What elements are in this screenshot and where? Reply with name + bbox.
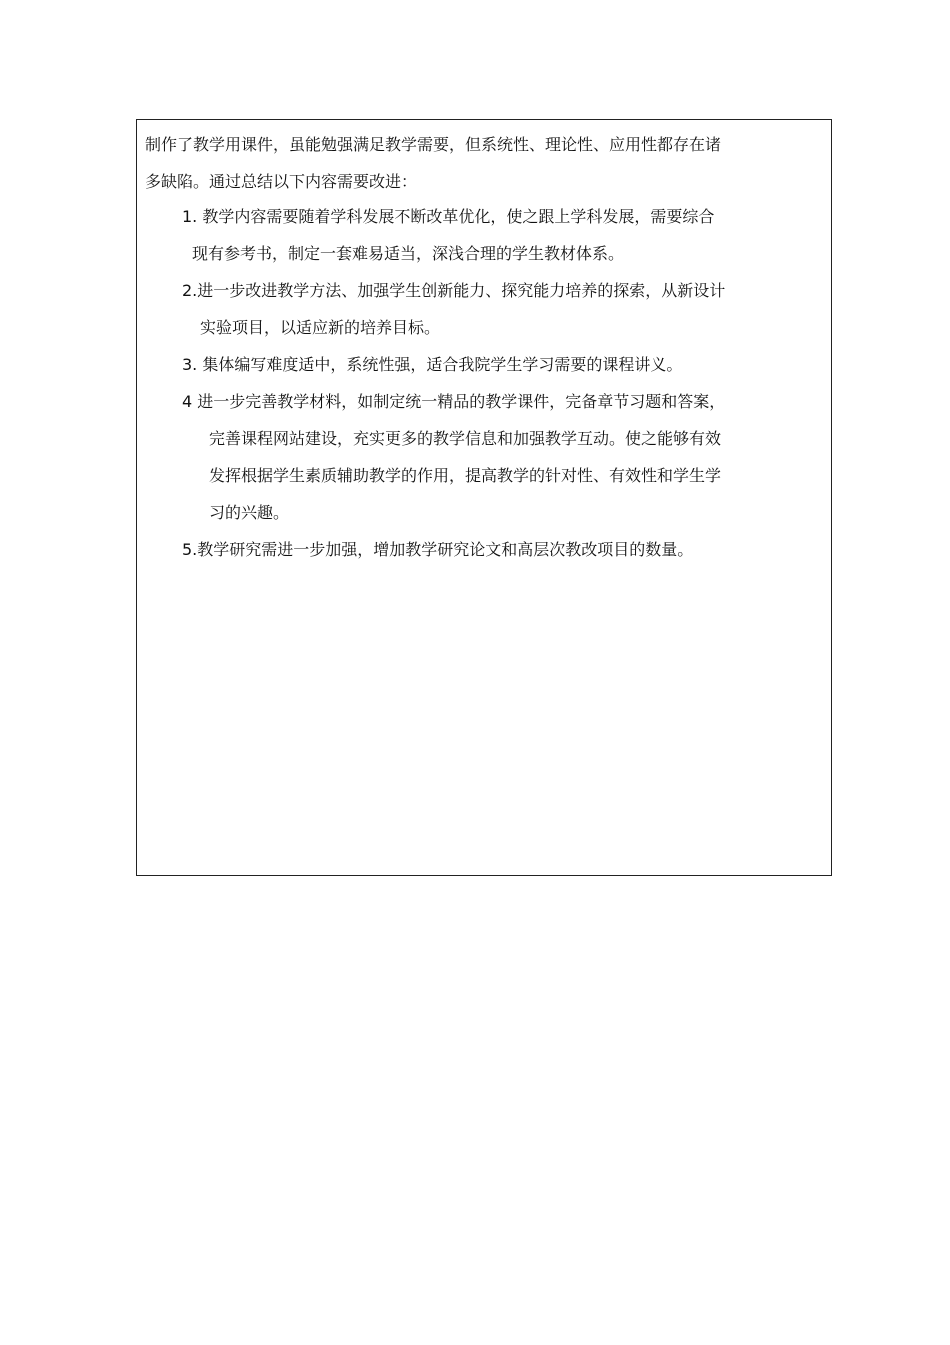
list-item-line: 1. 教学内容需要随着学科发展不断改革优化，使之跟上学科发展，需要综合 xyxy=(182,207,715,226)
content-table-cell xyxy=(136,119,832,876)
list-item-line: 发挥根据学生素质辅助教学的作用，提高教学的针对性、有效性和学生学 xyxy=(209,466,722,485)
list-item-line: 现有参考书，制定一套难易适当，深浅合理的学生教材体系。 xyxy=(192,244,625,263)
list-item xyxy=(182,383,802,531)
improvement-list xyxy=(182,198,802,568)
list-item-line: 习的兴趣。 xyxy=(209,503,290,522)
list-item-line: 5.教学研究需进一步加强，增加教学研究论文和高层次教改项目的数量。 xyxy=(182,540,694,559)
list-item-line: 2.进一步改进教学方法、加强学生创新能力、探究能力培养的探索，从新设计 xyxy=(182,281,726,300)
list-item xyxy=(182,198,802,272)
list-item xyxy=(182,272,802,346)
list-item-line: 实验项目，以适应新的培养目标。 xyxy=(200,318,441,337)
intro-line: 制作了教学用课件，虽能勉强满足教学需要，但系统性、理论性、应用性都存在诸 xyxy=(145,135,722,154)
list-item-line: 完善课程网站建设，充实更多的教学信息和加强教学互动。使之能够有效 xyxy=(209,429,722,448)
intro-line: 多缺陷。通过总结以下内容需要改进： xyxy=(145,172,418,191)
list-item-line: 4 进一步完善教学材料，如制定统一精品的教学课件，完备章节习题和答案， xyxy=(182,392,726,411)
intro-paragraph xyxy=(145,126,805,200)
list-item xyxy=(182,346,802,383)
list-item xyxy=(182,531,802,568)
list-item-line: 3. 集体编写难度适中，系统性强，适合我院学生学习需要的课程讲义。 xyxy=(182,355,683,374)
